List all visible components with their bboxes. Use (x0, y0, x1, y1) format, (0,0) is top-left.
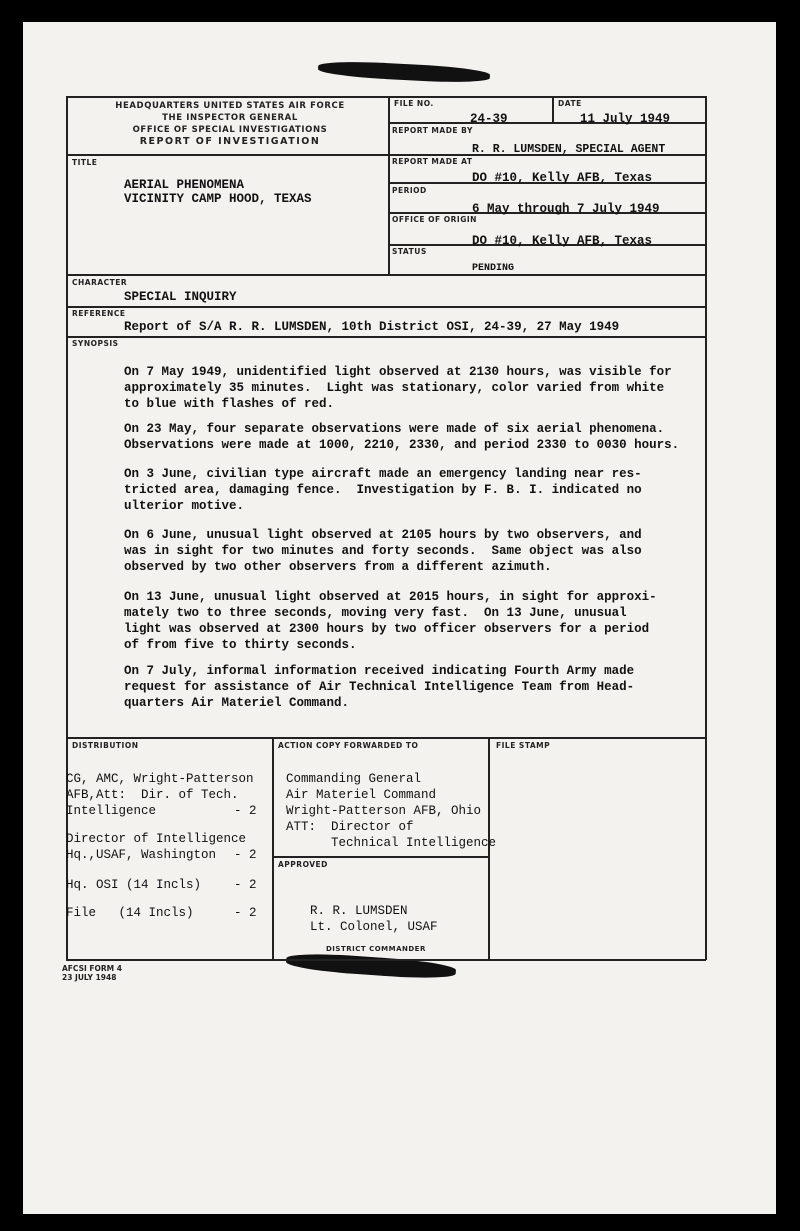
header-line-1: HEADQUARTERS UNITED STATES AIR FORCE (115, 101, 345, 111)
character-value: SPECIAL INQUIRY (124, 290, 237, 304)
file-no-label: FILE NO. (394, 99, 434, 108)
agency-header (80, 100, 380, 148)
distribution-entry: Director of Intelligence Hq.,USAF, Washington (66, 832, 247, 862)
synopsis-paragraph: On 13 June, unusual light observed at 2015 hours, in sight for approxi- mately two to three seconds, moving very fast. On 13 June, unusual light was observed at 2300 hours by two officer observers for a period of from five to thirty seconds. (124, 590, 657, 652)
approved-label: APPROVED (278, 860, 328, 869)
file-stamp-label: FILE STAMP (496, 741, 551, 750)
synopsis-paragraph: On 6 June, unusual light observed at 2105 hours by two observers, and was in sight for two minutes and forty seconds. Same object was also observed by two other observers from a different azimuth. (124, 528, 642, 574)
report-made-by-value: R. R. LUMSDEN, SPECIAL AGENT (472, 143, 666, 156)
period-label: PERIOD (392, 186, 427, 195)
distribution-count: - 2 (234, 906, 257, 920)
distribution-entry: CG, AMC, Wright-Patterson AFB,Att: Dir. of Tech. Intelligence (66, 772, 254, 818)
distribution-count: - 2 (234, 878, 257, 892)
header-line-2: THE INSPECTOR GENERAL (162, 113, 298, 123)
file-no-value: 24-39 (470, 112, 508, 126)
synopsis-label: SYNOPSIS (72, 339, 119, 348)
reference-label: REFERENCE (72, 309, 126, 318)
reference-value: Report of S/A R. R. LUMSDEN, 10th District OSI, 24-39, 27 May 1949 (124, 320, 620, 334)
synopsis-paragraph: On 23 May, four separate observations were made of six aerial phenomena. Observations were made at 1000, 2210, 2330, and period 2330 to 0030 hours. (124, 422, 680, 452)
approved-name: R. R. LUMSDEN (310, 904, 408, 918)
report-made-by-label: REPORT MADE BY (392, 126, 473, 135)
title-line-1: AERIAL PHENOMENA (124, 178, 245, 192)
report-made-at-label: REPORT MADE AT (392, 157, 473, 166)
status-label: STATUS (392, 247, 427, 256)
distribution-entry: Hq. OSI (14 Incls) (66, 878, 202, 892)
form-number (62, 964, 122, 982)
distribution-entry: File (14 Incls) (66, 906, 194, 920)
action-copy-label: ACTION COPY FORWARDED TO (278, 741, 419, 750)
report-made-at-value: DO #10, Kelly AFB, Texas (472, 171, 653, 185)
distribution-label: DISTRIBUTION (72, 741, 139, 750)
status-value: PENDING (472, 263, 515, 274)
approved-title: DISTRICT COMMANDER (326, 945, 426, 953)
action-copy-text: Commanding General Air Materiel Command Wright-Patterson AFB, Ohio ATT: Director of Technical Intelligence (286, 772, 497, 850)
date-label: DATE (558, 99, 582, 108)
period-value: 6 May through 7 July 1949 (472, 202, 660, 216)
header-line-4: REPORT OF INVESTIGATION (139, 136, 321, 147)
synopsis-paragraph: On 3 June, civilian type aircraft made an emergency landing near res- tricted area, damaging fence. Investigation by F. B. I. indicated no ulterior motive. (124, 467, 642, 513)
date-value: 11 July 1949 (580, 112, 671, 126)
header-line-3: OFFICE OF SPECIAL INVESTIGATIONS (132, 125, 328, 135)
form-line-2: 23 JULY 1948 (62, 973, 117, 982)
distribution-count: - 2 (234, 848, 257, 862)
office-of-origin-label: OFFICE OF ORIGIN (392, 215, 477, 224)
title-label: TITLE (72, 158, 98, 167)
distribution-count: - 2 (234, 804, 257, 818)
character-label: CHARACTER (72, 278, 128, 287)
office-of-origin-value: DO #10, Kelly AFB, Texas (472, 234, 653, 248)
synopsis-paragraph: On 7 July, informal information received indicating Fourth Army made request for assistance of Air Technical Intelligence Team from Head- quarters Air Materiel Command. (124, 664, 635, 710)
form-line-1: AFCSI FORM 4 (62, 964, 122, 973)
synopsis-paragraph: On 7 May 1949, unidentified light observed at 2130 hours, was visible for approximately 35 minutes. Light was stationary, color varied from white to blue with flashes of red. (124, 365, 672, 411)
title-line-2: VICINITY CAMP HOOD, TEXAS (124, 192, 312, 206)
approved-rank: Lt. Colonel, USAF (310, 920, 438, 934)
